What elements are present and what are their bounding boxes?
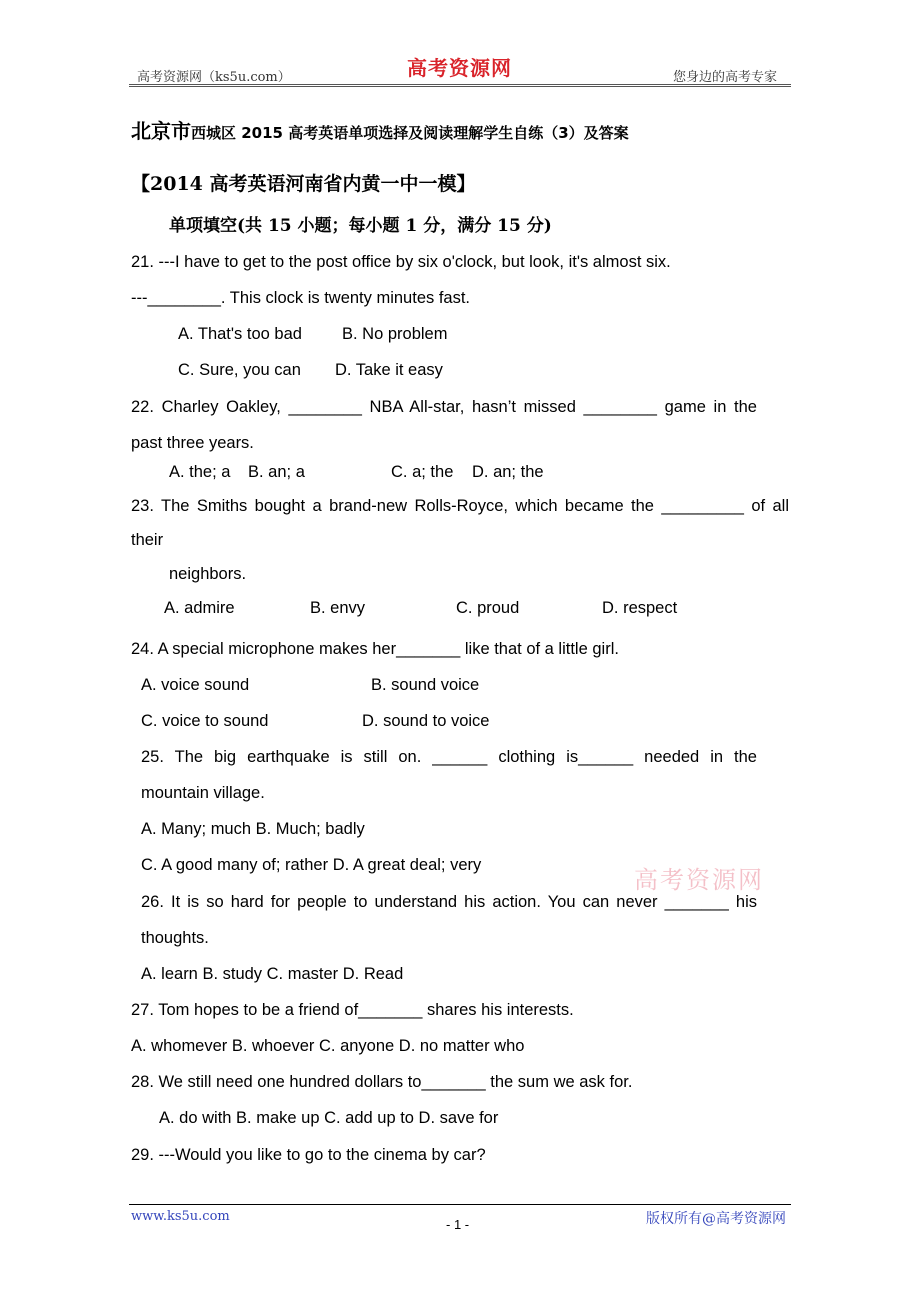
q22-option-a: A. the; a: [169, 463, 231, 481]
q25-options-ab: A. Many; much B. Much; badly: [141, 820, 365, 838]
footer-rule: [129, 1204, 791, 1205]
footer-right: 版权所有@高考资源网: [646, 1211, 786, 1227]
q28-options: A. do with B. make up C. add up to D. save for: [159, 1109, 499, 1127]
q23-option-a: A. admire: [164, 599, 235, 617]
header-right: 您身边的高考专家: [673, 70, 778, 85]
page-number: - 1 -: [446, 1217, 470, 1232]
q21-option-a: A. That's too bad: [178, 325, 302, 343]
q24-option-b: B. sound voice: [371, 676, 480, 694]
q24-stem: 24. A special microphone makes her_______ like that of a little girl.: [131, 640, 619, 658]
q26-options: A. learn B. study C. master D. Read: [141, 965, 404, 983]
q25-options-cd: C. A good many of; rather D. A great deal; very: [141, 856, 482, 874]
q21-stem2: ---________. This clock is twenty minutes fast.: [131, 289, 471, 307]
section-heading: 单项填空(共 15 小题；每小题 1 分，满分 15 分): [169, 216, 552, 236]
q27-stem: 27. Tom hopes to be a friend of_______ shares his interests.: [131, 1001, 574, 1019]
q24-option-c: C. voice to sound: [141, 712, 269, 730]
q23-option-d: D. respect: [602, 599, 678, 617]
title-rest: 西城区 2015 高考英语单项选择及阅读理解学生自练（3）及答案: [191, 124, 629, 142]
q24-option-a: A. voice sound: [141, 676, 250, 694]
q22-stem2: past three years.: [131, 434, 254, 452]
q21-option-c: C. Sure, you can: [178, 361, 301, 379]
q23-stem3: neighbors.: [169, 565, 247, 583]
q26-stem: 26. It is so hard for people to understand his action. You can never _______ his: [141, 893, 757, 911]
q22-option-d: D. an; the: [472, 463, 544, 481]
header-left: 高考资源网（ks5u.com）: [137, 70, 291, 85]
q21-stem: 21. ---I have to get to the post office by six o'clock, but look, it's almost six.: [131, 253, 671, 271]
q24-option-d: D. sound to voice: [362, 712, 490, 730]
q25-stem2: mountain village.: [141, 784, 265, 802]
q28-stem: 28. We still need one hundred dollars to_______ the sum we ask for.: [131, 1073, 633, 1091]
q23-stem: 23. The Smiths bought a brand-new Rolls-Royce, which became the _________ of all: [131, 497, 789, 515]
q23-option-b: B. envy: [310, 599, 366, 617]
subtitle: 【2014 高考英语河南省内黄一中一模】: [131, 173, 476, 195]
footer-link[interactable]: www.ks5u.com: [131, 1209, 230, 1224]
q21-option-b: B. No problem: [342, 325, 448, 343]
watermark: 高考资源网: [634, 866, 764, 894]
title-city: 北京市: [131, 119, 191, 143]
doc-title: [131, 120, 629, 144]
q21-option-d: D. Take it easy: [335, 361, 443, 379]
header-rule: [129, 84, 791, 87]
q25-stem: 25. The big earthquake is still on. ______ clothing is______ needed in the: [141, 748, 757, 766]
q26-stem2: thoughts.: [141, 929, 209, 947]
q22-option-c: C. a; the: [391, 463, 454, 481]
q22-option-b: B. an; a: [248, 463, 305, 481]
q22-stem: 22. Charley Oakley, ________ NBA All-star, hasn’t missed ________ game in the: [131, 398, 757, 416]
q27-options: A. whomever B. whoever C. anyone D. no matter who: [131, 1037, 525, 1055]
q29-stem: 29. ---Would you like to go to the cinema by car?: [131, 1146, 486, 1164]
q23-option-c: C. proud: [456, 599, 520, 617]
header-logo: 高考资源网: [407, 56, 512, 80]
q23-stem2: their: [131, 531, 164, 549]
